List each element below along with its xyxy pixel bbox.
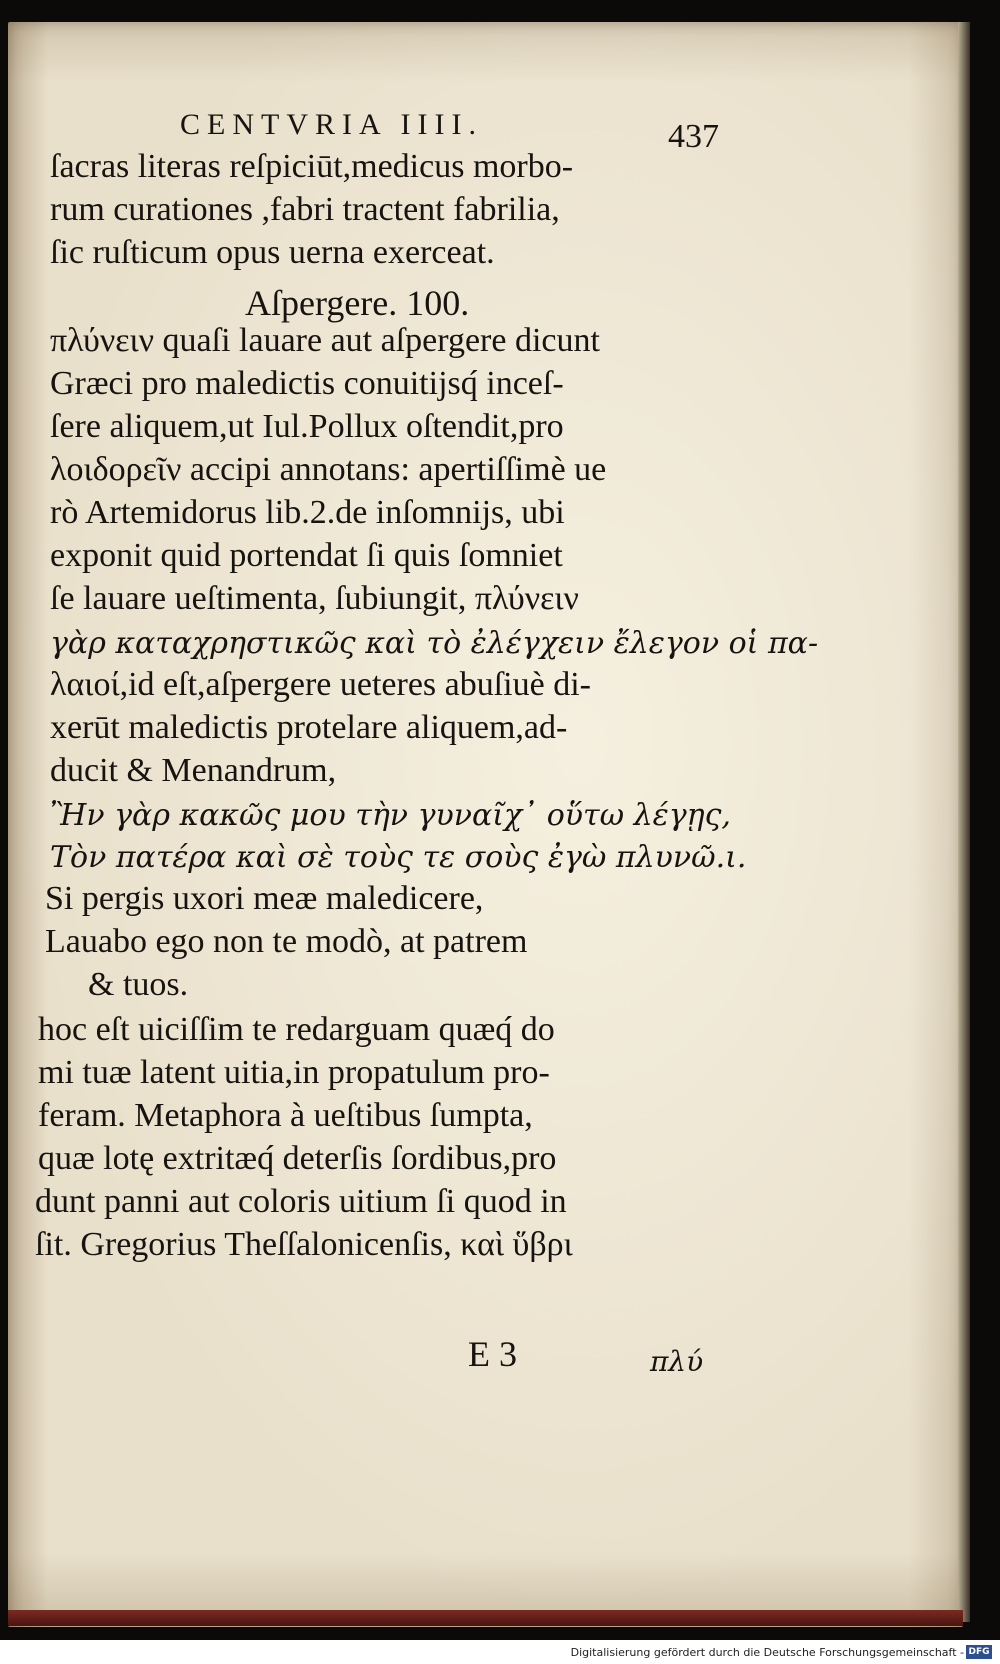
section-heading: Aſpergere. 100. (245, 283, 470, 323)
greek-line: γὰρ καταχρηστικῶς καὶ τὸ ἐλέγχειν ἔλεγον οἱ πα- (50, 626, 819, 661)
text-line: ſit. Gregorius Theſſalonicenſis, καὶ ὕβρι (35, 1226, 573, 1263)
text-line: Græci pro maledictis conuitijsq́ inceſ- (50, 365, 564, 402)
page-number: 437 (668, 118, 719, 155)
text-line: mi tuæ latent uitia,in propatulum pro- (38, 1054, 550, 1091)
text-line: λοιδορεῖν accipi annotans: apertiſſimè ue (50, 451, 607, 488)
verse-translation: Lauabo ego non te modò, at patrem (45, 923, 528, 960)
page-edge-right (958, 22, 970, 1622)
funding-credit: Digitalisierung gefördert durch die Deutsche Forschungsgemeinschaft - (570, 1646, 964, 1659)
text-line: dunt panni aut coloris uitium ſi quod in (35, 1183, 567, 1220)
signature-mark: E 3 (468, 1334, 517, 1374)
catchword: πλύ (650, 1345, 704, 1378)
text-line: ducit & Menandrum, (50, 752, 337, 789)
text-line: exponit quid portendat ſi quis ſomniet (50, 537, 563, 574)
text-line: πλύνειν quaſi lauare aut aſpergere dicunt (50, 322, 600, 359)
dfg-logo: DFG (966, 1645, 992, 1659)
text-line: λαιοί,id eſt,aſpergere ueteres abuſiuè di- (50, 666, 591, 703)
text-line: hoc eſt uiciſſim te redarguam quæq́ do (38, 1011, 555, 1048)
greek-verse: Ἢν γὰρ κακῶς μου τὴν γυναῖχ᾽ οὕτω λέγῃς, (50, 798, 731, 833)
text-line: rò Artemidorus lib.2.de inſomnijs, ubi (50, 494, 565, 531)
text-line: ſacras literas reſpiciūt,medicus morbo- (50, 148, 574, 185)
text-line: ſere aliquem,ut Iul.Pollux oſtendit,pro (50, 408, 564, 445)
verse-translation: Si pergis uxori meæ maledicere, (45, 880, 484, 917)
running-head: CENTVRIA IIII. (180, 108, 483, 141)
text-line: quæ lotę extritæq́ deterſis ſordibus,pro (38, 1140, 557, 1177)
page-edge-bottom (8, 1610, 963, 1626)
text-line: feram. Metaphora à ueſtibus ſumpta, (38, 1097, 533, 1134)
greek-verse: Τὸν πατέρα καὶ σὲ τοὺς τε σοὺς ἐγὼ πλυνῶ.ι. (50, 840, 747, 875)
text-line: rum curationes ,fabri tractent fabrilia, (50, 191, 560, 228)
text-line: ſe lauare ueſtimenta, ſubiungit, πλύνειν (50, 580, 579, 617)
text-line: ſic ruſticum opus uerna exerceat. (50, 234, 495, 271)
verse-translation: & tuos. (88, 966, 189, 1003)
text-line: xerūt maledictis protelare aliquem,ad- (50, 709, 568, 746)
